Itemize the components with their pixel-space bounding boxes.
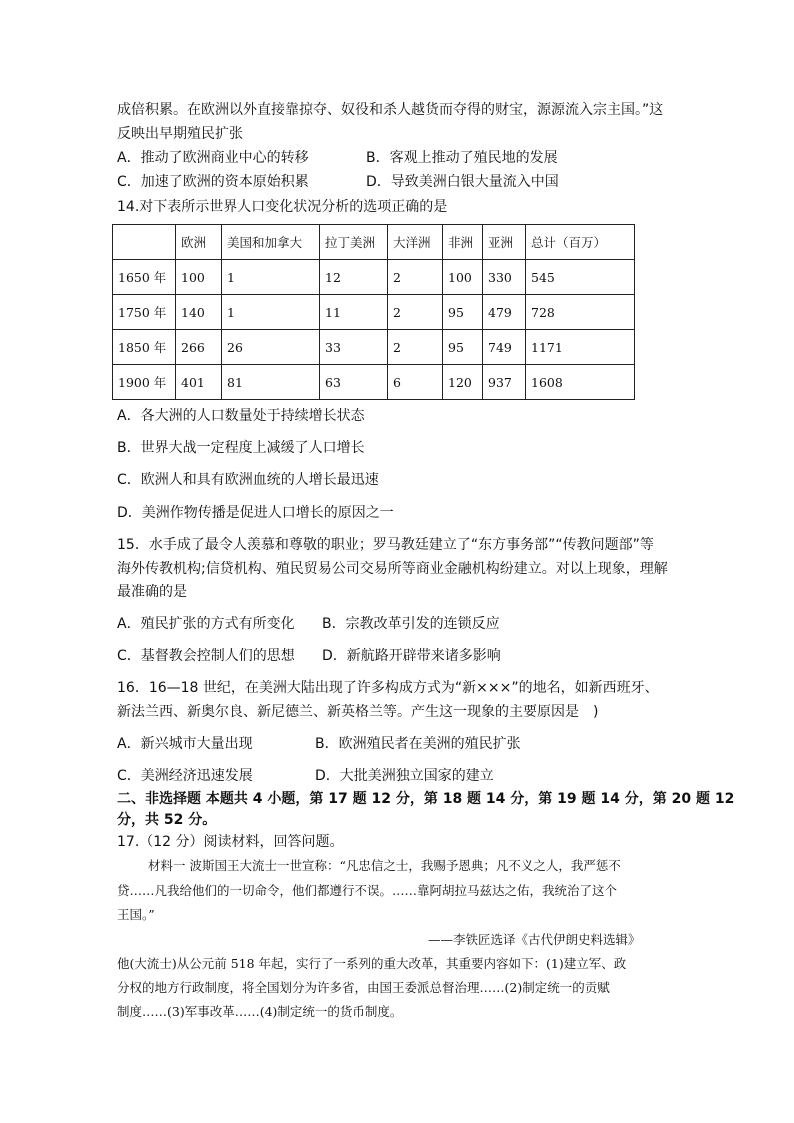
q14-option-b[interactable]: B．世界大战一定程度上减缓了人口增长 <box>117 440 365 456</box>
q17-material2-line2: 分权的地方行政制度，将全国划分为许多省，由国王委派总督治理……(2)制定统一的贡赋 <box>117 980 610 995</box>
q15-stem-line3: 最准确的是 <box>117 584 187 600</box>
table-cell: 1 <box>222 260 320 295</box>
q17-material1-line2: 贷……凡我给他们的一切命令，他们都遵行不误。……靠阿胡拉马兹达之佑，我统治了这个 <box>117 883 618 898</box>
table-cell: 120 <box>443 365 483 400</box>
table-cell: 1608 <box>526 365 635 400</box>
q15-option-b[interactable]: B．宗教改革引发的连锁反应 <box>322 616 500 632</box>
table-cell: 1 <box>222 295 320 330</box>
table-cell: 728 <box>526 295 635 330</box>
table-cell: 545 <box>526 260 635 295</box>
table-header-cell: 大洋洲 <box>388 225 443 260</box>
q13-stem-line1: 成倍积累。在欧洲以外直接靠掠夺、奴役和杀人越货而夺得的财宝，源源流入宗主国。”这 <box>117 102 664 118</box>
q17-material2-line1: 他(大流士)从公元前 518 年起，实行了一系列的重大改革，其重要内容如下：(1)建立军、政 <box>117 956 627 971</box>
section2-heading-line1: 二、非选择题 本题共 4 小题，第 17 题 12 分，第 18 题 14 分，第 19 题 14 分，第 20 题 12 <box>117 791 735 807</box>
table-cell: 2 <box>388 295 443 330</box>
table-cell: 1750 年 <box>113 295 176 330</box>
q17-material1-line1: 材料一 波斯国王大流士一世宣称：“凡忠信之士，我赐予恩典；凡不义之人，我严惩不 <box>148 858 621 873</box>
q15-option-d[interactable]: D．新航路开辟带来诸多影响 <box>322 648 501 664</box>
q15-stem-line1: 15．水手成了最令人羡慕和尊敬的职业；罗马教廷建立了“东方事务部”“传教问题部”等 <box>117 537 654 553</box>
table-header-row <box>113 225 635 260</box>
table-cell: 95 <box>443 295 483 330</box>
q15-option-a[interactable]: A．殖民扩张的方式有所变化 <box>117 616 295 632</box>
q17-material1-line3: 王国。” <box>117 907 155 922</box>
table-cell: 479 <box>483 295 526 330</box>
table-cell: 330 <box>483 260 526 295</box>
q15-option-c[interactable]: C．基督教会控制人们的思想 <box>117 648 295 664</box>
table-cell: 100 <box>443 260 483 295</box>
table-header-cell: 美国和加拿大 <box>222 225 320 260</box>
table-cell: 12 <box>320 260 388 295</box>
table-cell: 749 <box>483 330 526 365</box>
table-header-cell: 亚洲 <box>483 225 526 260</box>
table-row <box>113 295 635 330</box>
table-cell: 1650 年 <box>113 260 176 295</box>
q13-option-b[interactable]: B．客观上推动了殖民地的发展 <box>366 150 558 166</box>
table-header-cell: 总计（百万） <box>526 225 635 260</box>
q16-stem-line2: 新法兰西、新奥尔良、新尼德兰、新英格兰等。产生这一现象的主要原因是 ) <box>117 704 599 720</box>
table-header-cell: 欧洲 <box>176 225 222 260</box>
table-row <box>113 365 635 400</box>
table-cell: 33 <box>320 330 388 365</box>
q17-material2-line3: 制度……(3)军事改革……(4)制定统一的货币制度。 <box>117 1004 403 1019</box>
table-cell: 1900 年 <box>113 365 176 400</box>
q13-option-a[interactable]: A．推动了欧洲商业中心的转移 <box>117 150 309 166</box>
q16-stem-line1: 16．16—18 世纪，在美洲大陆出现了许多构成方式为“新×××”的地名，如新西班牙、 <box>117 680 659 696</box>
q16-option-c[interactable]: C．美洲经济迅速发展 <box>117 768 253 784</box>
table-cell: 1850 年 <box>113 330 176 365</box>
table-cell: 100 <box>176 260 222 295</box>
q14-option-d[interactable]: D．美洲作物传播是促进人口增长的原因之一 <box>117 505 394 521</box>
table-cell: 266 <box>176 330 222 365</box>
q14-option-a[interactable]: A．各大洲的人口数量处于持续增长状态 <box>117 408 365 424</box>
table-row <box>113 330 635 365</box>
table-cell: 140 <box>176 295 222 330</box>
section2-heading-line2: 分，共 52 分。 <box>117 812 217 828</box>
table-header-cell <box>113 225 176 260</box>
q17-source: ——李铁匠选译《古代伊朗史料选辑》 <box>428 932 641 947</box>
table-header-cell: 拉丁美洲 <box>320 225 388 260</box>
q13-option-d[interactable]: D．导致美洲白银大量流入中国 <box>366 174 559 190</box>
table-cell: 401 <box>176 365 222 400</box>
q16-option-d[interactable]: D．大批美洲独立国家的建立 <box>315 768 494 784</box>
table-cell: 1171 <box>526 330 635 365</box>
q16-option-b[interactable]: B．欧洲殖民者在美洲的殖民扩张 <box>315 736 521 752</box>
table-cell: 26 <box>222 330 320 365</box>
q16-option-a[interactable]: A．新兴城市大量出现 <box>117 736 253 752</box>
table-cell: 937 <box>483 365 526 400</box>
table-cell: 2 <box>388 260 443 295</box>
q13-stem-line2: 反映出早期殖民扩张 <box>117 126 243 142</box>
q17-stem: 17.（12 分）阅读材料，回答问题。 <box>117 834 344 850</box>
table-cell: 81 <box>222 365 320 400</box>
table-row <box>113 260 635 295</box>
q14-stem: 14.对下表所示世界人口变化状况分析的选项正确的是 <box>117 199 448 215</box>
q15-stem-line2: 海外传教机构;信贷机构、殖民贸易公司交易所等商业金融机构纷建立。对以上现象，理解 <box>117 561 668 577</box>
table-cell: 2 <box>388 330 443 365</box>
table-cell: 95 <box>443 330 483 365</box>
table-cell: 6 <box>388 365 443 400</box>
table-header-cell: 非洲 <box>443 225 483 260</box>
q14-option-c[interactable]: C．欧洲人和具有欧洲血统的人增长最迅速 <box>117 472 379 488</box>
table-cell: 63 <box>320 365 388 400</box>
population-table <box>112 224 635 400</box>
q13-option-c[interactable]: C．加速了欧洲的资本原始积累 <box>117 174 309 190</box>
table-cell: 11 <box>320 295 388 330</box>
